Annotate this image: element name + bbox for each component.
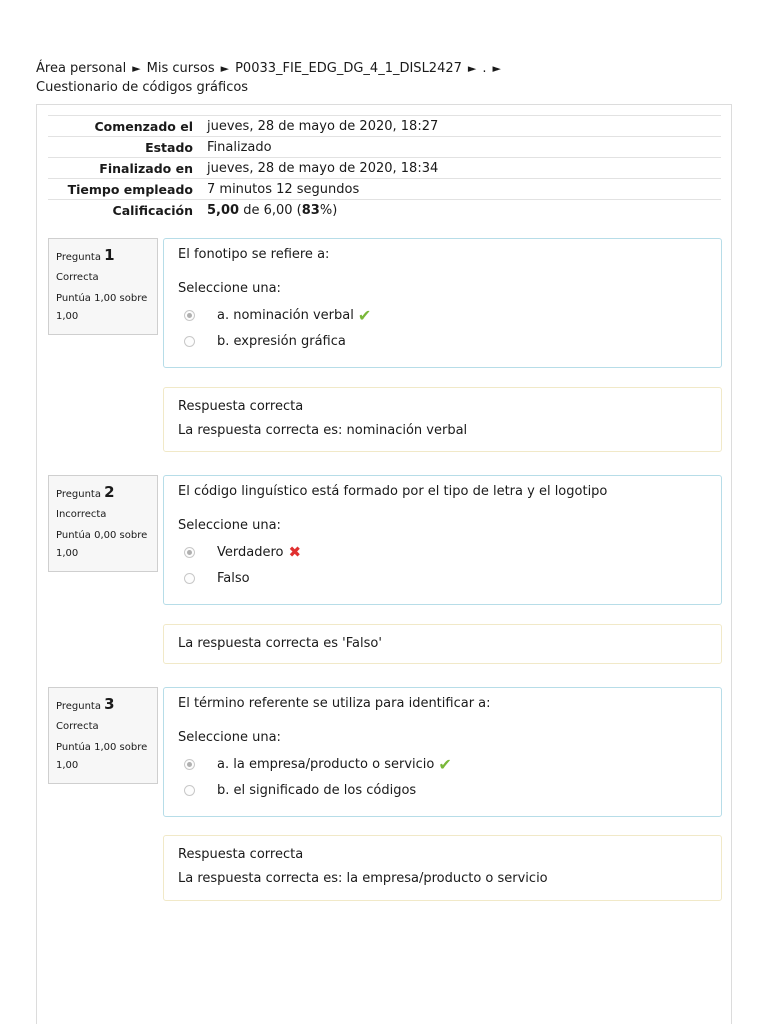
summary-value — [207, 200, 721, 221]
answer-option[interactable] — [178, 565, 707, 591]
radio-button[interactable] — [184, 785, 195, 796]
question-text: El fonotipo se refiere a: — [178, 247, 330, 262]
answer-prompt: Seleccione una: — [178, 730, 281, 745]
question-text: El código linguístico está formado por el tipo de letra y el logotipo — [178, 484, 608, 499]
breadcrumb-link-course[interactable]: P0033_FIE_EDG_DG_4_1_DISL2427 — [235, 61, 462, 76]
feedback-text: Respuesta correcta — [178, 399, 304, 414]
summary-value: jueves, 28 de mayo de 2020, 18:34 — [207, 160, 439, 176]
summary-value: jueves, 28 de mayo de 2020, 18:27 — [207, 118, 439, 134]
right-answer-text: La respuesta correcta es: la empresa/producto o servicio — [178, 871, 548, 886]
correct-check-icon: ✔ — [438, 754, 452, 774]
answer-option[interactable] — [178, 328, 707, 354]
question-info-3 — [48, 687, 158, 784]
summary-row-time — [48, 179, 721, 200]
question-state: Incorrecta — [56, 509, 107, 520]
answer-label: a. nominación verbal — [217, 307, 354, 323]
summary-value: Finalizado — [207, 139, 272, 155]
summary-label: Calificación — [112, 202, 193, 218]
answer-label: Verdadero — [217, 544, 284, 560]
breadcrumb-link-section[interactable]: . — [482, 61, 487, 76]
answer-option[interactable] — [178, 302, 707, 328]
breadcrumb-link-personal-area[interactable]: Área personal — [36, 61, 127, 76]
right-answer-text: La respuesta correcta es 'Falso' — [178, 636, 382, 651]
answer-option[interactable] — [178, 539, 707, 565]
question-state: Correcta — [56, 272, 99, 283]
summary-label: Estado — [145, 139, 193, 155]
question-feedback-1 — [163, 387, 722, 452]
breadcrumb-separator: ► — [492, 62, 501, 75]
answer-prompt: Seleccione una: — [178, 281, 281, 296]
breadcrumb — [36, 59, 736, 97]
question-grade: Puntúa 1,00 sobre 1,00 — [56, 742, 148, 771]
question-info-2 — [48, 475, 158, 572]
grade-percent: 83 — [301, 202, 320, 218]
quiz-review-region — [36, 104, 732, 1024]
question-formulation-2 — [163, 475, 722, 605]
question-feedback-3 — [163, 835, 722, 901]
question-number: 3 — [104, 695, 115, 713]
grade-end: %) — [319, 202, 338, 218]
answer-prompt: Seleccione una: — [178, 518, 281, 533]
grade-score: 5,00 — [207, 202, 240, 218]
right-answer-text: La respuesta correcta es: nominación verbal — [178, 423, 468, 438]
question-grade: Puntúa 1,00 sobre 1,00 — [56, 293, 148, 322]
breadcrumb-current-quiz[interactable]: Cuestionario de códigos gráficos — [36, 80, 249, 95]
radio-button[interactable] — [184, 573, 195, 584]
summary-row-state — [48, 137, 721, 158]
breadcrumb-separator: ► — [467, 62, 477, 75]
radio-button-checked[interactable] — [184, 310, 195, 321]
answer-label: b. expresión gráfica — [217, 333, 346, 349]
attempt-summary-table — [48, 115, 721, 221]
question-state: Correcta — [56, 721, 99, 732]
feedback-text: Respuesta correcta — [178, 847, 304, 862]
question-prefix: Pregunta — [56, 252, 101, 263]
breadcrumb-separator: ► — [220, 62, 230, 75]
summary-row-grade — [48, 200, 721, 221]
breadcrumb-link-my-courses[interactable]: Mis cursos — [146, 61, 215, 76]
answer-label: Falso — [217, 570, 250, 586]
question-text: El término referente se utiliza para identificar a: — [178, 696, 491, 711]
answer-label: a. la empresa/producto o servicio — [217, 756, 435, 772]
breadcrumb-separator: ► — [132, 62, 141, 75]
question-prefix: Pregunta — [56, 489, 101, 500]
summary-value: 7 minutos 12 segundos — [207, 181, 360, 197]
summary-label: Tiempo empleado — [67, 181, 193, 197]
incorrect-cross-icon: ✖ — [288, 543, 302, 561]
summary-label: Finalizado en — [99, 160, 193, 176]
summary-label: Comenzado el — [94, 118, 193, 134]
radio-button[interactable] — [184, 336, 195, 347]
question-formulation-3 — [163, 687, 722, 817]
radio-button-checked[interactable] — [184, 547, 195, 558]
question-feedback-2 — [163, 624, 722, 664]
question-info-1 — [48, 238, 158, 335]
question-number: 1 — [104, 246, 115, 264]
answer-option[interactable] — [178, 751, 707, 777]
summary-row-started — [48, 116, 721, 137]
answer-label: b. el significado de los códigos — [217, 782, 417, 798]
question-grade: Puntúa 0,00 sobre 1,00 — [56, 530, 148, 559]
correct-check-icon: ✔ — [357, 305, 372, 325]
question-formulation-1 — [163, 238, 722, 368]
question-number: 2 — [104, 483, 115, 501]
grade-mid: de 6,00 ( — [239, 202, 302, 218]
radio-button-checked[interactable] — [184, 759, 195, 770]
question-prefix: Pregunta — [56, 701, 101, 712]
answer-option[interactable] — [178, 777, 707, 803]
summary-row-finished — [48, 158, 721, 179]
